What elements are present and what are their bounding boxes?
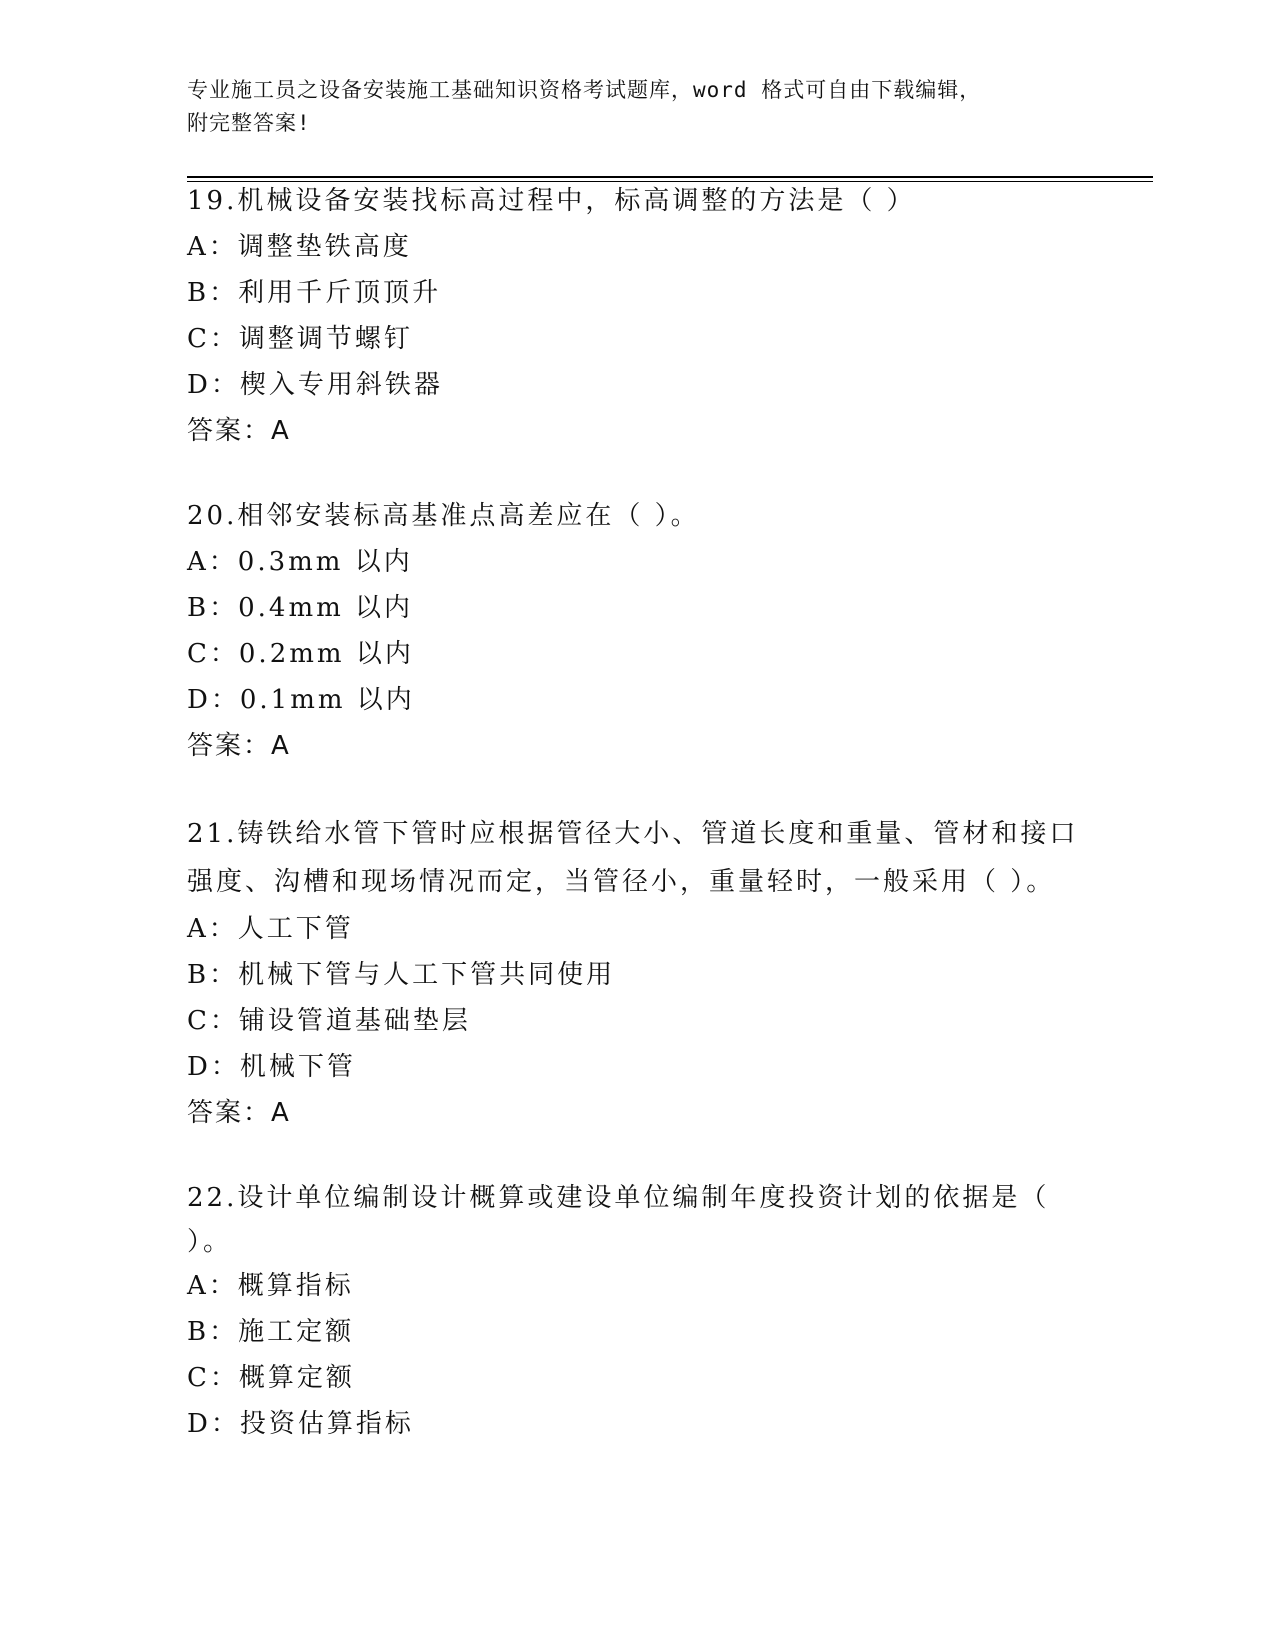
option-d: D：楔入专用斜铁器 [187, 370, 443, 400]
question-20 [187, 493, 1087, 769]
option-b: B：利用千斤顶顶升 [187, 278, 442, 308]
option-c: C：概算定额 [187, 1363, 355, 1393]
option-d: D：投资估算指标 [187, 1409, 414, 1439]
question-21 [187, 810, 1087, 1136]
option-d: D：机械下管 [187, 1052, 356, 1082]
question-stem-line-2: ）。 [187, 1227, 233, 1257]
question-stem: 19.机械设备安装找标高过程中，标高调整的方法是（ ） [187, 186, 916, 216]
option-a: A：概算指标 [187, 1271, 354, 1301]
question-stem-line-1: 21.铸铁给水管下管时应根据管径大小、管道长度和重量、管材和接口 [187, 819, 1079, 849]
option-c: C：0.2mm 以内 [187, 639, 414, 669]
option-a: A：人工下管 [187, 914, 354, 944]
header-line-2: 附完整答案! [187, 111, 311, 135]
option-b: B：0.4mm 以内 [187, 593, 414, 623]
answer-line: 答案：A [187, 731, 291, 761]
option-b: B：施工定额 [187, 1317, 355, 1347]
question-stem-line-2: 强度、沟槽和现场情况而定，当管径小，重量轻时，一般采用（ ）。 [187, 867, 1056, 897]
question-stem-line-1: 22.设计单位编制设计概算或建设单位编制年度投资计划的依据是（ [187, 1183, 1050, 1213]
answer-line: 答案：A [187, 416, 291, 446]
question-19 [187, 178, 1087, 454]
option-a: A：调整垫铁高度 [187, 232, 412, 262]
option-c: C：调整调节螺钉 [187, 324, 413, 354]
answer-line: 答案：A [187, 1098, 291, 1128]
header-line-1: 专业施工员之设备安装施工基础知识资格考试题库，word 格式可自由下载编辑， [187, 78, 982, 102]
document-header [187, 74, 1087, 140]
option-a: A：0.3mm 以内 [187, 547, 413, 577]
option-b: B：机械下管与人工下管共同使用 [187, 960, 616, 990]
option-c: C：铺设管道基础垫层 [187, 1006, 471, 1036]
option-d: D：0.1mm 以内 [187, 685, 415, 715]
question-22 [187, 1175, 1087, 1447]
question-stem: 20.相邻安装标高基准点高差应在（ ）。 [187, 501, 700, 531]
